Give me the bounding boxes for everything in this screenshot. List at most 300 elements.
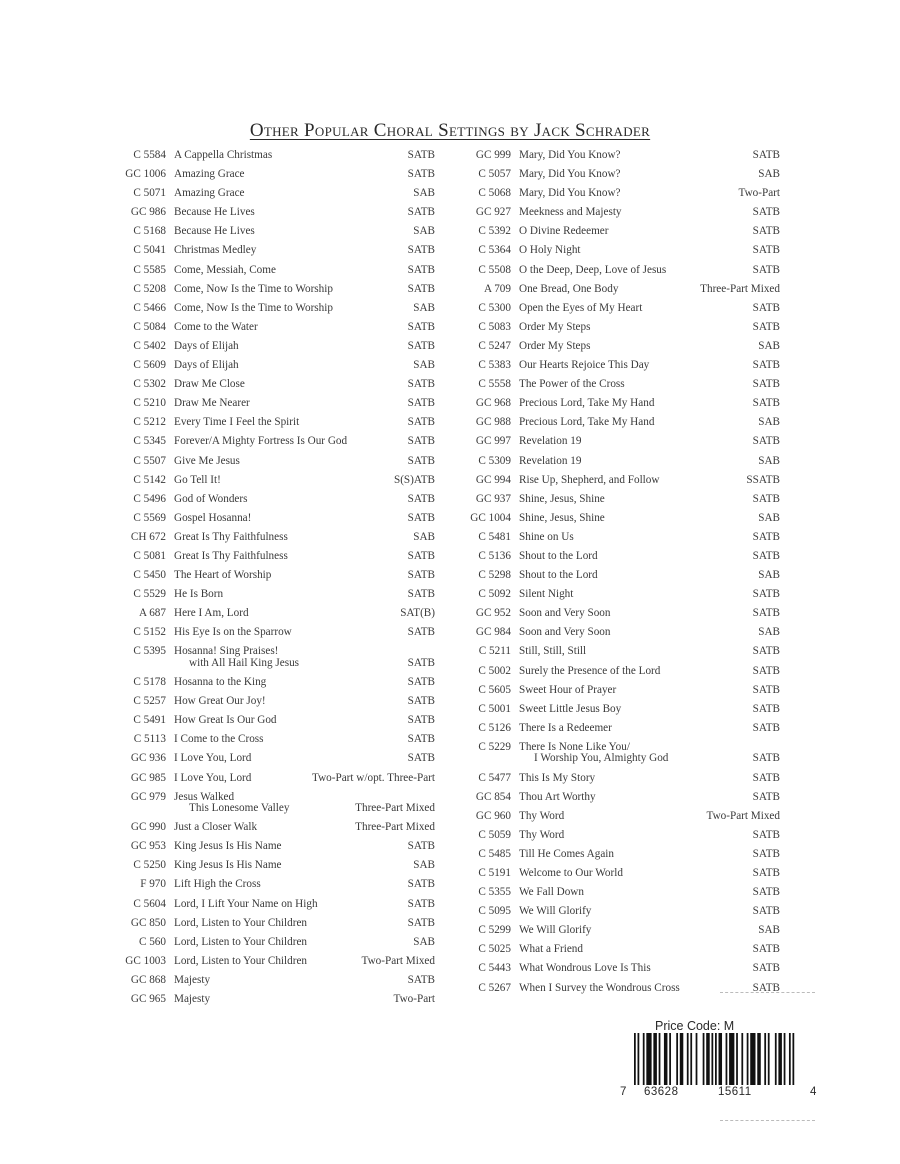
catalog-entry: [455, 378, 780, 397]
catalog-code: A 709: [483, 282, 511, 295]
catalog-code: C 5585: [133, 263, 166, 276]
barcode-bar: [757, 1033, 761, 1085]
catalog-entry: [455, 810, 780, 829]
catalog-code: C 5558: [478, 378, 511, 391]
song-title: Mary, Did You Know?: [519, 187, 621, 200]
voicing: SATB: [752, 905, 780, 918]
voicing: SATB: [752, 702, 780, 715]
voicing: SATB: [752, 492, 780, 505]
barcode-bar: [696, 1033, 698, 1085]
catalog-entry: [455, 512, 780, 531]
song-title: One Bread, One Body: [519, 282, 619, 295]
song-title: The Power of the Cross: [519, 378, 625, 391]
song-title: How Great Our Joy!: [174, 695, 266, 708]
barcode-bar: [634, 1033, 636, 1085]
catalog-code: GC 868: [130, 973, 166, 986]
voicing: SATB: [407, 656, 435, 669]
voicing: SAB: [413, 935, 435, 948]
song-title: There Is a Redeemer: [519, 721, 612, 734]
song-title: Great Is Thy Faithfulness: [174, 530, 288, 543]
catalog-code: C 5496: [133, 492, 166, 505]
song-title: Draw Me Close: [174, 378, 245, 391]
song-title: Thou Art Worthy: [519, 790, 596, 803]
voicing: Two-Part: [393, 993, 435, 1006]
barcode-bar: [736, 1033, 738, 1085]
catalog-code: GC 1004: [470, 511, 511, 524]
catalog-entry: [455, 607, 780, 626]
catalog-code: C 5191: [478, 866, 511, 879]
song-title: O the Deep, Deep, Love of Jesus: [519, 263, 667, 276]
barcode-left-group: 63628: [644, 1086, 679, 1098]
voicing: SATB: [752, 790, 780, 803]
voicing: SATB: [752, 359, 780, 372]
voicing: SATB: [752, 664, 780, 677]
catalog-entry: [455, 741, 780, 772]
barcode-bar: [703, 1033, 705, 1085]
catalog-entry: [110, 455, 435, 474]
voicing: SATB: [407, 695, 435, 708]
voicing: SATB: [407, 149, 435, 161]
song-title: Because He Lives: [174, 206, 255, 219]
catalog-entry: [110, 512, 435, 531]
catalog-entry: [455, 493, 780, 512]
voicing: SAB: [758, 168, 780, 181]
catalog-code: C 5491: [133, 714, 166, 727]
catalog-code: C 5208: [133, 282, 166, 295]
song-title: God of Wonders: [174, 492, 248, 505]
barcode: [620, 1033, 820, 1103]
right-catalog-column: [455, 149, 780, 1001]
catalog-entry: [455, 359, 780, 378]
catalog-entry: [455, 550, 780, 569]
voicing: SATB: [752, 378, 780, 391]
catalog-code: GC 937: [475, 492, 511, 505]
song-title: Gospel Hosanna!: [174, 511, 252, 524]
catalog-entry: [110, 149, 435, 168]
song-title: I Come to the Cross: [174, 733, 264, 746]
voicing: SATB: [752, 752, 780, 765]
barcode-bar: [643, 1033, 645, 1085]
barcode-digits: [620, 1086, 820, 1100]
catalog-entry: [110, 588, 435, 607]
song-title: Forever/A Mighty Fortress Is Our God: [174, 435, 348, 448]
catalog-entry: [455, 416, 780, 435]
voicing: SATB: [407, 492, 435, 505]
catalog-entry: [110, 955, 435, 974]
catalog-entry: [455, 187, 780, 206]
catalog-entry: [455, 283, 780, 302]
catalog-code: GC 953: [130, 840, 166, 853]
catalog-code: C 5402: [133, 339, 166, 352]
song-title-continued: I Worship You, Almighty God: [534, 752, 669, 765]
voicing: S(S)ATB: [393, 473, 435, 486]
catalog-entry: [455, 397, 780, 416]
barcode-bar: [784, 1033, 786, 1085]
catalog-code: GC 968: [475, 397, 511, 410]
voicing: SATB: [407, 511, 435, 524]
song-title: Great Is Thy Faithfulness: [174, 549, 288, 562]
song-title: Shine on Us: [519, 530, 574, 543]
catalog-entry: [455, 962, 780, 981]
barcode-bar: [789, 1033, 791, 1085]
voicing: SATB: [407, 840, 435, 853]
catalog-entry: [455, 264, 780, 283]
catalog-code: C 5355: [478, 886, 511, 899]
barcode-bar: [792, 1033, 794, 1085]
catalog-code: C 5485: [478, 847, 511, 860]
song-title: Soon and Very Soon: [519, 607, 611, 620]
catalog-entry: [455, 168, 780, 187]
song-title: Days of Elijah: [174, 339, 239, 352]
left-catalog-column: [110, 149, 435, 1012]
voicing: Two-Part Mixed: [706, 809, 780, 822]
catalog-entry: [455, 867, 780, 886]
voicing: SATB: [752, 683, 780, 696]
song-title: Our Hearts Rejoice This Day: [519, 359, 650, 372]
song-title: Meekness and Majesty: [519, 206, 622, 219]
catalog-code: GC 952: [475, 607, 511, 620]
song-title: There Is None Like You/: [519, 740, 630, 753]
voicing: SATB: [407, 733, 435, 746]
barcode-bar: [775, 1033, 777, 1085]
catalog-entry: [455, 474, 780, 493]
catalog-entry: [110, 206, 435, 225]
barcode-bar: [764, 1033, 766, 1085]
voicing: SATB: [752, 263, 780, 276]
song-title: Lord, Listen to Your Children: [174, 935, 308, 948]
song-title: A Cappella Christmas: [174, 149, 273, 161]
song-title: Order My Steps: [519, 320, 591, 333]
barcode-bar: [706, 1033, 710, 1085]
catalog-code: GC 984: [475, 626, 511, 639]
catalog-entry: [455, 905, 780, 924]
voicing: SATB: [752, 645, 780, 658]
voicing: SATB: [752, 549, 780, 562]
catalog-code: C 5604: [133, 897, 166, 910]
voicing: Three-Part Mixed: [355, 802, 435, 815]
song-title: Shout to the Lord: [519, 569, 598, 582]
catalog-entry: [110, 531, 435, 550]
barcode-bar: [768, 1033, 770, 1085]
barcode-bar: [726, 1033, 728, 1085]
song-title: Christmas Medley: [174, 244, 257, 257]
song-title: Open the Eyes of My Heart: [519, 301, 643, 314]
catalog-code: C 5113: [133, 733, 166, 746]
catalog-code: C 5059: [478, 828, 511, 841]
voicing: SATB: [407, 569, 435, 582]
catalog-entry: [110, 898, 435, 917]
catalog-code: C 5126: [478, 721, 511, 734]
catalog-code: C 5041: [133, 244, 166, 257]
catalog-code: GC 997: [475, 435, 511, 448]
song-title: Amazing Grace: [174, 187, 245, 200]
song-title-continued: with All Hail King Jesus: [189, 656, 300, 669]
song-title: Come, Messiah, Come: [174, 263, 276, 276]
catalog-entry: [455, 829, 780, 848]
song-title: Majesty: [174, 973, 211, 986]
catalog-entry: [110, 283, 435, 302]
catalog-entry: [110, 569, 435, 588]
voicing: SATB: [752, 962, 780, 975]
catalog-code: C 5250: [133, 859, 166, 872]
catalog-entry: [455, 531, 780, 550]
song-title: Still, Still, Still: [519, 645, 587, 658]
song-title: When I Survey the Wondrous Cross: [519, 981, 680, 994]
song-title: Shine, Jesus, Shine: [519, 511, 605, 524]
barcode-bar: [750, 1033, 755, 1085]
voicing: SAB: [413, 187, 435, 200]
song-title: Majesty: [174, 993, 211, 1006]
voicing: SATB: [752, 206, 780, 219]
song-title: We Will Glorify: [519, 924, 592, 937]
voicing: SATB: [407, 626, 435, 639]
song-title: Jesus Walked: [174, 790, 235, 803]
song-title: Surely the Presence of the Lord: [519, 664, 661, 677]
voicing: SATB: [407, 973, 435, 986]
song-title: We Fall Down: [519, 886, 584, 899]
catalog-code: CH 672: [130, 530, 166, 543]
catalog-code: C 5152: [133, 626, 166, 639]
voicing: SATB: [752, 607, 780, 620]
catalog-entry: [110, 416, 435, 435]
price-code: Price Code: M: [655, 1019, 735, 1033]
catalog-entry: [455, 772, 780, 791]
voicing: SATB: [407, 397, 435, 410]
catalog-entry: [110, 840, 435, 859]
catalog-entry: [455, 455, 780, 474]
catalog-code: C 5508: [478, 263, 511, 276]
voicing: Two-Part: [738, 187, 780, 200]
song-title: King Jesus Is His Name: [174, 859, 282, 872]
catalog-code: C 5084: [133, 320, 166, 333]
catalog-entry: [110, 264, 435, 283]
voicing: Two-Part Mixed: [361, 954, 435, 967]
voicing: SSATB: [746, 473, 780, 486]
catalog-code: C 5025: [478, 943, 511, 956]
song-title: Just a Closer Walk: [174, 821, 258, 834]
catalog-code: C 5299: [478, 924, 511, 937]
catalog-code: C 5569: [133, 511, 166, 524]
voicing: SAT(B): [400, 607, 435, 620]
catalog-entry: [455, 149, 780, 168]
catalog-code: C 5211: [478, 645, 511, 658]
song-title: Sweet Hour of Prayer: [519, 683, 617, 696]
voicing: SATB: [407, 549, 435, 562]
catalog-code: GC 965: [130, 993, 166, 1006]
song-title: Thy Word: [519, 828, 565, 841]
voicing: SATB: [752, 320, 780, 333]
voicing: SATB: [407, 168, 435, 181]
catalog-entry: [110, 359, 435, 378]
song-title: Thy Word: [519, 809, 565, 822]
catalog-entry: [110, 225, 435, 244]
catalog-entry: [455, 321, 780, 340]
catalog-entry: [110, 168, 435, 187]
voicing: SAB: [758, 924, 780, 937]
catalog-code: C 5092: [478, 588, 511, 601]
song-title: King Jesus Is His Name: [174, 840, 282, 853]
catalog-code: C 5383: [478, 359, 511, 372]
catalog-entry: [110, 321, 435, 340]
voicing: SATB: [407, 282, 435, 295]
song-title: What a Friend: [519, 943, 583, 956]
catalog-entry: [110, 493, 435, 512]
barcode-bars: [634, 1033, 796, 1085]
catalog-entry: [110, 733, 435, 752]
voicing: SAB: [758, 569, 780, 582]
catalog-code: C 5229: [478, 740, 511, 753]
song-title: Give Me Jesus: [174, 454, 240, 467]
voicing: SAB: [413, 225, 435, 238]
song-title: Hosanna! Sing Praises!: [174, 645, 279, 658]
catalog-entry: [110, 302, 435, 321]
catalog-entry: [110, 859, 435, 878]
voicing: SATB: [407, 916, 435, 929]
catalog-code: C 5345: [133, 435, 166, 448]
catalog-entry: [110, 244, 435, 263]
song-title: Come, Now Is the Time to Worship: [174, 282, 333, 295]
voicing: SATB: [407, 378, 435, 391]
catalog-code: C 5212: [133, 416, 166, 429]
barcode-bar: [669, 1033, 671, 1085]
catalog-entry: [455, 722, 780, 741]
barcode-bar: [711, 1033, 713, 1085]
catalog-entry: [455, 791, 780, 810]
catalog-entry: [110, 397, 435, 416]
voicing: SAB: [758, 511, 780, 524]
catalog-code: C 5309: [478, 454, 511, 467]
voicing: SATB: [752, 943, 780, 956]
song-title: Days of Elijah: [174, 359, 239, 372]
voicing: SATB: [752, 244, 780, 257]
voicing: SATB: [407, 676, 435, 689]
catalog-code: GC 854: [475, 790, 511, 803]
voicing: SATB: [407, 878, 435, 891]
catalog-code: C 5083: [478, 320, 511, 333]
catalog-code: GC 994: [475, 473, 511, 486]
song-title: Mary, Did You Know?: [519, 149, 621, 161]
barcode-number-system: 7: [620, 1086, 627, 1098]
voicing: SAB: [413, 530, 435, 543]
voicing: SAB: [413, 359, 435, 372]
catalog-entry: [455, 943, 780, 962]
catalog-code: GC 936: [130, 752, 166, 765]
song-title: He Is Born: [174, 588, 224, 601]
song-title: Revelation 19: [519, 454, 582, 467]
voicing: SATB: [752, 847, 780, 860]
song-title: Here I Am, Lord: [174, 607, 249, 620]
catalog-entry: [110, 695, 435, 714]
catalog-code: GC 985: [130, 771, 166, 784]
voicing: SATB: [752, 397, 780, 410]
catalog-entry: [110, 772, 435, 791]
catalog-code: C 5247: [478, 339, 511, 352]
song-title: Come to the Water: [174, 320, 258, 333]
voicing: SATB: [752, 828, 780, 841]
catalog-entry: [455, 340, 780, 359]
song-title: We Will Glorify: [519, 905, 592, 918]
catalog-code: C 5095: [478, 905, 511, 918]
catalog-code: C 5584: [133, 149, 166, 161]
barcode-bar: [715, 1033, 717, 1085]
voicing: SATB: [752, 771, 780, 784]
voicing: SAB: [758, 454, 780, 467]
catalog-entry: [110, 378, 435, 397]
voicing: Two-Part w/opt. Three-Part: [312, 771, 435, 784]
catalog-code: C 5057: [478, 168, 511, 181]
catalog-entry: [110, 626, 435, 645]
voicing: SATB: [752, 886, 780, 899]
song-title: Shine, Jesus, Shine: [519, 492, 605, 505]
song-title: Soon and Very Soon: [519, 626, 611, 639]
catalog-entry: [455, 435, 780, 454]
catalog-entry: [455, 244, 780, 263]
catalog-code: C 5450: [133, 569, 166, 582]
catalog-entry: [110, 993, 435, 1012]
song-title: Hosanna to the King: [174, 676, 267, 689]
barcode-bar: [687, 1033, 689, 1085]
catalog-code: C 5507: [133, 454, 166, 467]
catalog-code: C 5395: [133, 645, 166, 658]
song-title: Come, Now Is the Time to Worship: [174, 301, 333, 314]
song-title: Lift High the Cross: [174, 878, 261, 891]
catalog-code: C 5001: [478, 702, 511, 715]
voicing: SATB: [752, 301, 780, 314]
catalog-code: A 687: [138, 607, 166, 620]
voicing: SATB: [752, 981, 780, 994]
barcode-bar: [638, 1033, 640, 1085]
catalog-code: GC 988: [475, 416, 511, 429]
voicing: SAB: [758, 339, 780, 352]
catalog-entry: [455, 302, 780, 321]
barcode-bar: [747, 1033, 749, 1085]
catalog-entry: [110, 645, 435, 676]
catalog-code: GC 850: [130, 916, 166, 929]
barcode-bar: [729, 1033, 734, 1085]
catalog-code: C 5364: [478, 244, 511, 257]
catalog-code: C 5302: [133, 378, 166, 391]
catalog-code: C 5443: [478, 962, 511, 975]
catalog-entry: [455, 225, 780, 244]
barcode-bar: [680, 1033, 684, 1085]
song-title: Go Tell It!: [174, 473, 221, 486]
catalog-code: C 5002: [478, 664, 511, 677]
catalog-entry: [455, 588, 780, 607]
voicing: SATB: [407, 244, 435, 257]
song-title: Rise Up, Shepherd, and Follow: [519, 473, 660, 486]
catalog-code: C 5529: [133, 588, 166, 601]
catalog-code: C 5257: [133, 695, 166, 708]
barcode-bar: [664, 1033, 668, 1085]
song-title: Draw Me Nearer: [174, 397, 250, 410]
voicing: SATB: [407, 416, 435, 429]
divider-line: [720, 992, 815, 993]
catalog-code: C 5609: [133, 359, 166, 372]
catalog-code: C 5210: [133, 397, 166, 410]
divider-line-bottom: [720, 1120, 815, 1121]
voicing: SATB: [752, 866, 780, 879]
song-title: Every Time I Feel the Spirit: [174, 416, 300, 429]
voicing: SATB: [407, 435, 435, 448]
catalog-entry: [110, 936, 435, 955]
barcode-bar: [646, 1033, 651, 1085]
barcode-check-digit: 4: [810, 1086, 817, 1098]
catalog-code: C 5168: [133, 225, 166, 238]
catalog-entry: [455, 886, 780, 905]
voicing: SAB: [758, 626, 780, 639]
song-title: Silent Night: [519, 588, 574, 601]
song-title: The Heart of Worship: [174, 569, 272, 582]
